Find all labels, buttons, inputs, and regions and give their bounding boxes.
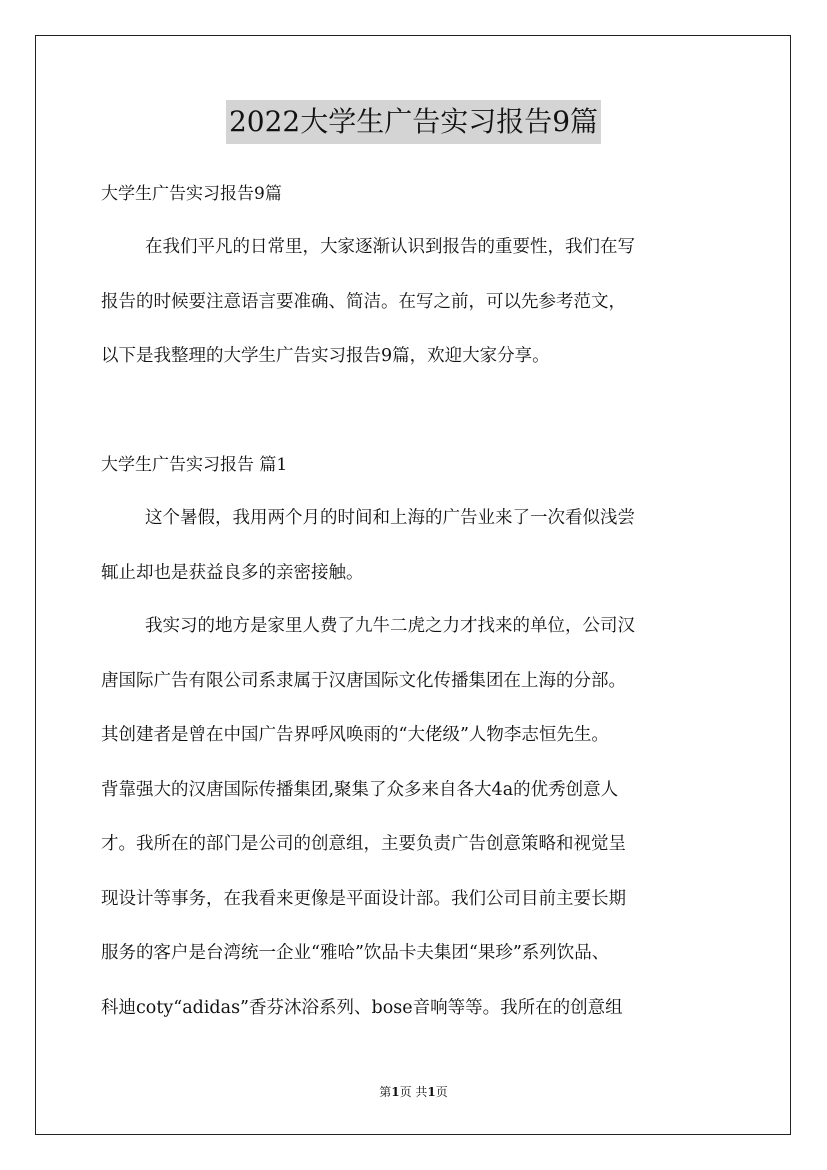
document-title bbox=[0, 100, 827, 144]
section-heading: 大学生广告实习报告 篇1 bbox=[101, 455, 288, 475]
intro-line: 以下是我整理的大学生广告实习报告9篇，欢迎大家分享。 bbox=[101, 346, 550, 366]
intro-line: 在我们平凡的日常里，大家逐渐认识到报告的重要性，我们在写 bbox=[145, 237, 635, 257]
paragraph-line: 唐国际广告有限公司系隶属于汉唐国际文化传播集团在上海的分部。 bbox=[101, 670, 626, 691]
body-paragraph-2 bbox=[101, 599, 741, 1035]
paragraph-line: 背靠强大的汉唐国际传播集团,聚集了众多来自各大4a的优秀创意人 bbox=[101, 779, 619, 800]
page-current-number: 1 bbox=[391, 1085, 400, 1099]
document-title-text: 2022大学生广告实习报告9篇 bbox=[226, 100, 601, 144]
body-paragraph-1 bbox=[101, 491, 741, 600]
paragraph-line: 这个暑假，我用两个月的时间和上海的广告业来了一次看似浅尝 bbox=[145, 508, 635, 528]
intro-line: 报告的时候要注意语言要准确、简洁。在写之前，可以先参考范文， bbox=[101, 291, 626, 312]
footer-prefix: 第 bbox=[379, 1085, 392, 1099]
page-footer bbox=[0, 1083, 827, 1101]
footer-suffix: 页 bbox=[435, 1085, 448, 1099]
paragraph-line: 才。我所在的部门是公司的创意组，主要负责广告创意策略和视觉呈 bbox=[101, 834, 626, 854]
paragraph-line: 科迪coty“adidas”香芬沐浴系列、bose音响等等。我所在的创意组 bbox=[101, 997, 623, 1018]
paragraph-line: 其创建者是曾在中国广告界呼风唤雨的“大佬级”人物李志恒先生。 bbox=[101, 725, 609, 745]
paragraph-line: 服务的客户是台湾统一企业“雅哈”饮品卡夫集团“果珍”系列饮品、 bbox=[101, 943, 610, 963]
page-total-number: 1 bbox=[427, 1085, 436, 1099]
paragraph-line: 现设计等事务，在我看来更像是平面设计部。我们公司目前主要长期 bbox=[101, 888, 626, 909]
paragraph-line: 我实习的地方是家里人费了九牛二虎之力才找来的单位，公司汉 bbox=[145, 616, 635, 636]
document-subtitle: 大学生广告实习报告9篇 bbox=[101, 184, 282, 204]
footer-mid: 页 共 bbox=[399, 1085, 428, 1099]
paragraph-line: 辄止却也是获益良多的亲密接触。 bbox=[101, 562, 364, 583]
intro-paragraph bbox=[101, 220, 741, 384]
